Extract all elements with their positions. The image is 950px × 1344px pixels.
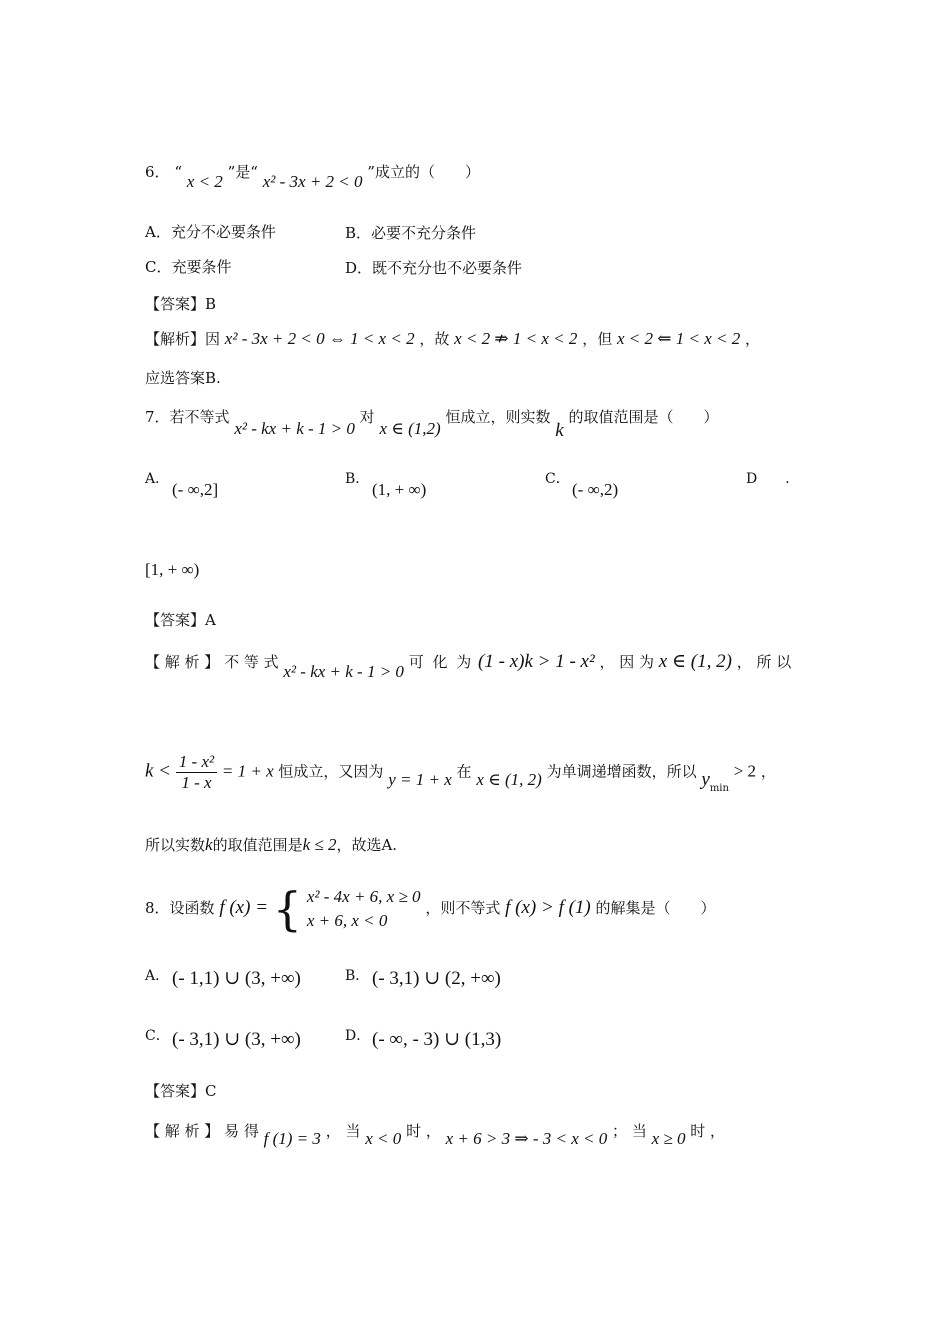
q7-l2-t1: 恒成立，又因为 <box>278 762 384 781</box>
q7-math-inequality: x² - kx + k - 1 > 0 <box>234 419 355 438</box>
q8-option-a: (- 1,1) ∪ (3, +∞) <box>172 968 301 989</box>
q7-number: 7．若不等式 <box>145 408 230 426</box>
q6-math-condition: x < 2 <box>186 172 223 191</box>
q7-option-a-label: A． <box>145 471 170 487</box>
q8-stem <box>145 878 716 938</box>
q7-option-d-label: D ． <box>746 471 800 487</box>
q7-analysis-line3 <box>145 835 397 855</box>
q7-stem-t1: 对 <box>359 408 375 426</box>
q7-analysis-t2: ， 因 为 <box>599 653 655 671</box>
q6-option-b: B．必要不充分条件 <box>345 224 477 242</box>
q8-analysis <box>145 1121 726 1148</box>
q7-l2-math3: x ∈ (1, 2) <box>476 769 542 789</box>
q8-option-c: (- 3,1) ∪ (3, +∞) <box>172 1029 301 1050</box>
q7-l3-a: 所以实数 <box>145 836 206 854</box>
q7-analysis-head: 【 解 析 】 不 等 式 <box>145 653 279 671</box>
q7-analysis-math3: x ∈ (1, 2) <box>658 651 732 672</box>
q8-analysis-t2: 时 ， <box>406 1122 441 1140</box>
q8-option-b: (- 3,1) ∪ (2, +∞) <box>372 968 501 989</box>
q8-case2: x + 6, x < 0 <box>306 911 388 930</box>
q7-math-k: k <box>555 420 564 441</box>
q8-option-a-label: A． <box>145 968 170 984</box>
q7-analysis-math1: x² - kx + k - 1 > 0 <box>283 662 404 681</box>
q7-l2-numerator: 1 - x² <box>176 752 217 773</box>
q7-l2-y: y <box>701 768 710 790</box>
q7-l2-fraction <box>176 752 217 793</box>
q8-option-b-label: B． <box>345 968 370 984</box>
q8-analysis-t3: ； 当 <box>612 1122 647 1140</box>
q8-analysis-head: 【 解 析 】 易 得 <box>145 1122 259 1140</box>
q7-l2-eq: = 1 + x <box>221 761 274 781</box>
q6-stem-mid: ”是“ <box>227 163 258 181</box>
q7-l2-k: k < <box>145 760 172 782</box>
q6-analysis-head: 【解析】因 <box>145 330 221 348</box>
q8-analysis-math2: x < 0 <box>365 1129 402 1148</box>
q6-stem <box>145 162 480 191</box>
q7-l2-t4: ， <box>760 762 776 781</box>
q7-l2-math2: y = 1 + x <box>388 769 452 789</box>
q7-l2-t2: 在 <box>456 762 472 781</box>
q7-stem-end: 的取值范围是（ ） <box>568 408 719 426</box>
q8-math-inequality: f (x) > f (1) <box>505 897 591 918</box>
q7-l2-denominator: 1 - x <box>181 773 212 792</box>
q7-l3-math: k ≤ 2 <box>302 835 337 854</box>
q6-option-a: A．充分不必要条件 <box>145 223 276 241</box>
q8-stem-t1: ，则不等式 <box>425 899 501 917</box>
q6-analysis-line2: 应选答案B. <box>145 369 221 387</box>
q7-answer: 【答案】A <box>145 611 216 629</box>
q8-analysis-t4: 时 ， <box>690 1122 726 1140</box>
q6-option-d: D．既不充分也不必要条件 <box>345 259 523 277</box>
q8-brace: { <box>272 882 303 936</box>
q8-number: 8．设函数 <box>145 899 215 917</box>
q6-analysis-t1: ，故 <box>419 330 450 348</box>
q6-analysis-math2: x < 2 ⇏ 1 < x < 2 <box>454 329 578 348</box>
q7-analysis-t3: ， 所 以 <box>736 653 792 671</box>
q6-analysis-t3: ， <box>745 330 761 348</box>
q8-math-f: f (x) = <box>219 897 269 918</box>
q7-math-interval: x ∈ (1,2) <box>379 419 441 438</box>
q6-analysis <box>145 329 760 349</box>
q7-stem-t2: 恒成立，则实数 <box>445 408 551 426</box>
q8-option-d: (- ∞, - 3) ∪ (1,3) <box>372 1029 502 1050</box>
q7-analysis <box>145 651 792 681</box>
q7-analysis-line2 <box>145 752 776 793</box>
q6-analysis-math3: x < 2 ⇐ 1 < x < 2 <box>616 329 741 348</box>
q6-option-c: C．充要条件 <box>145 258 232 276</box>
q8-analysis-t1: ， 当 <box>325 1122 361 1140</box>
q6-analysis-t2: ，但 <box>582 330 613 348</box>
q8-cases <box>307 885 421 933</box>
q7-l2-min: min <box>709 782 729 794</box>
q8-analysis-math3: x + 6 > 3 ⇒ - 3 < x < 0 <box>445 1129 608 1148</box>
q7-l2-t3: 为单调递增函数，所以 <box>546 762 697 781</box>
q7-l2-gt: > 2 <box>733 761 757 781</box>
q8-answer: 【答案】C <box>145 1082 217 1100</box>
q7-l3-k: k <box>205 835 213 854</box>
q8-analysis-math1: f (1) = 3 <box>263 1129 321 1148</box>
q6-number: 6． <box>145 163 170 181</box>
q7-option-a: (- ∞,2] <box>172 480 219 499</box>
q7-option-b: (1, + ∞) <box>372 480 427 499</box>
q7-analysis-math2: (1 - x)k > 1 - x² <box>478 651 595 672</box>
q6-analysis-math1: x² - 3x + 2 < 0 ⇔ 1 < x < 2 <box>224 329 415 348</box>
q8-case1: x² - 4x + 6, x ≥ 0 <box>306 887 421 906</box>
q6-answer: 【答案】B <box>145 295 217 313</box>
q7-stem <box>145 407 719 441</box>
q8-option-c-label: C． <box>145 1028 170 1044</box>
q8-stem-end: 的解集是（ ） <box>595 899 716 917</box>
q7-l3-b: 的取值范围是 <box>212 836 303 854</box>
q7-option-b-label: B． <box>345 471 370 487</box>
q6-stem-end: ”成立的（ ） <box>367 163 480 181</box>
q7-option-d: [1, + ∞) <box>145 560 200 579</box>
q6-math-inequality: x² - 3x + 2 < 0 <box>262 172 363 191</box>
q6-quote-open: “ <box>174 163 182 181</box>
q7-option-c-label: C． <box>545 471 570 487</box>
q8-option-d-label: D． <box>345 1028 371 1044</box>
q7-analysis-t1: 可 化 为 <box>408 653 474 671</box>
q8-analysis-math4: x ≥ 0 <box>651 1129 686 1148</box>
q7-l3-c: ，故选A. <box>336 836 398 854</box>
q7-option-c: (- ∞,2) <box>572 480 619 499</box>
